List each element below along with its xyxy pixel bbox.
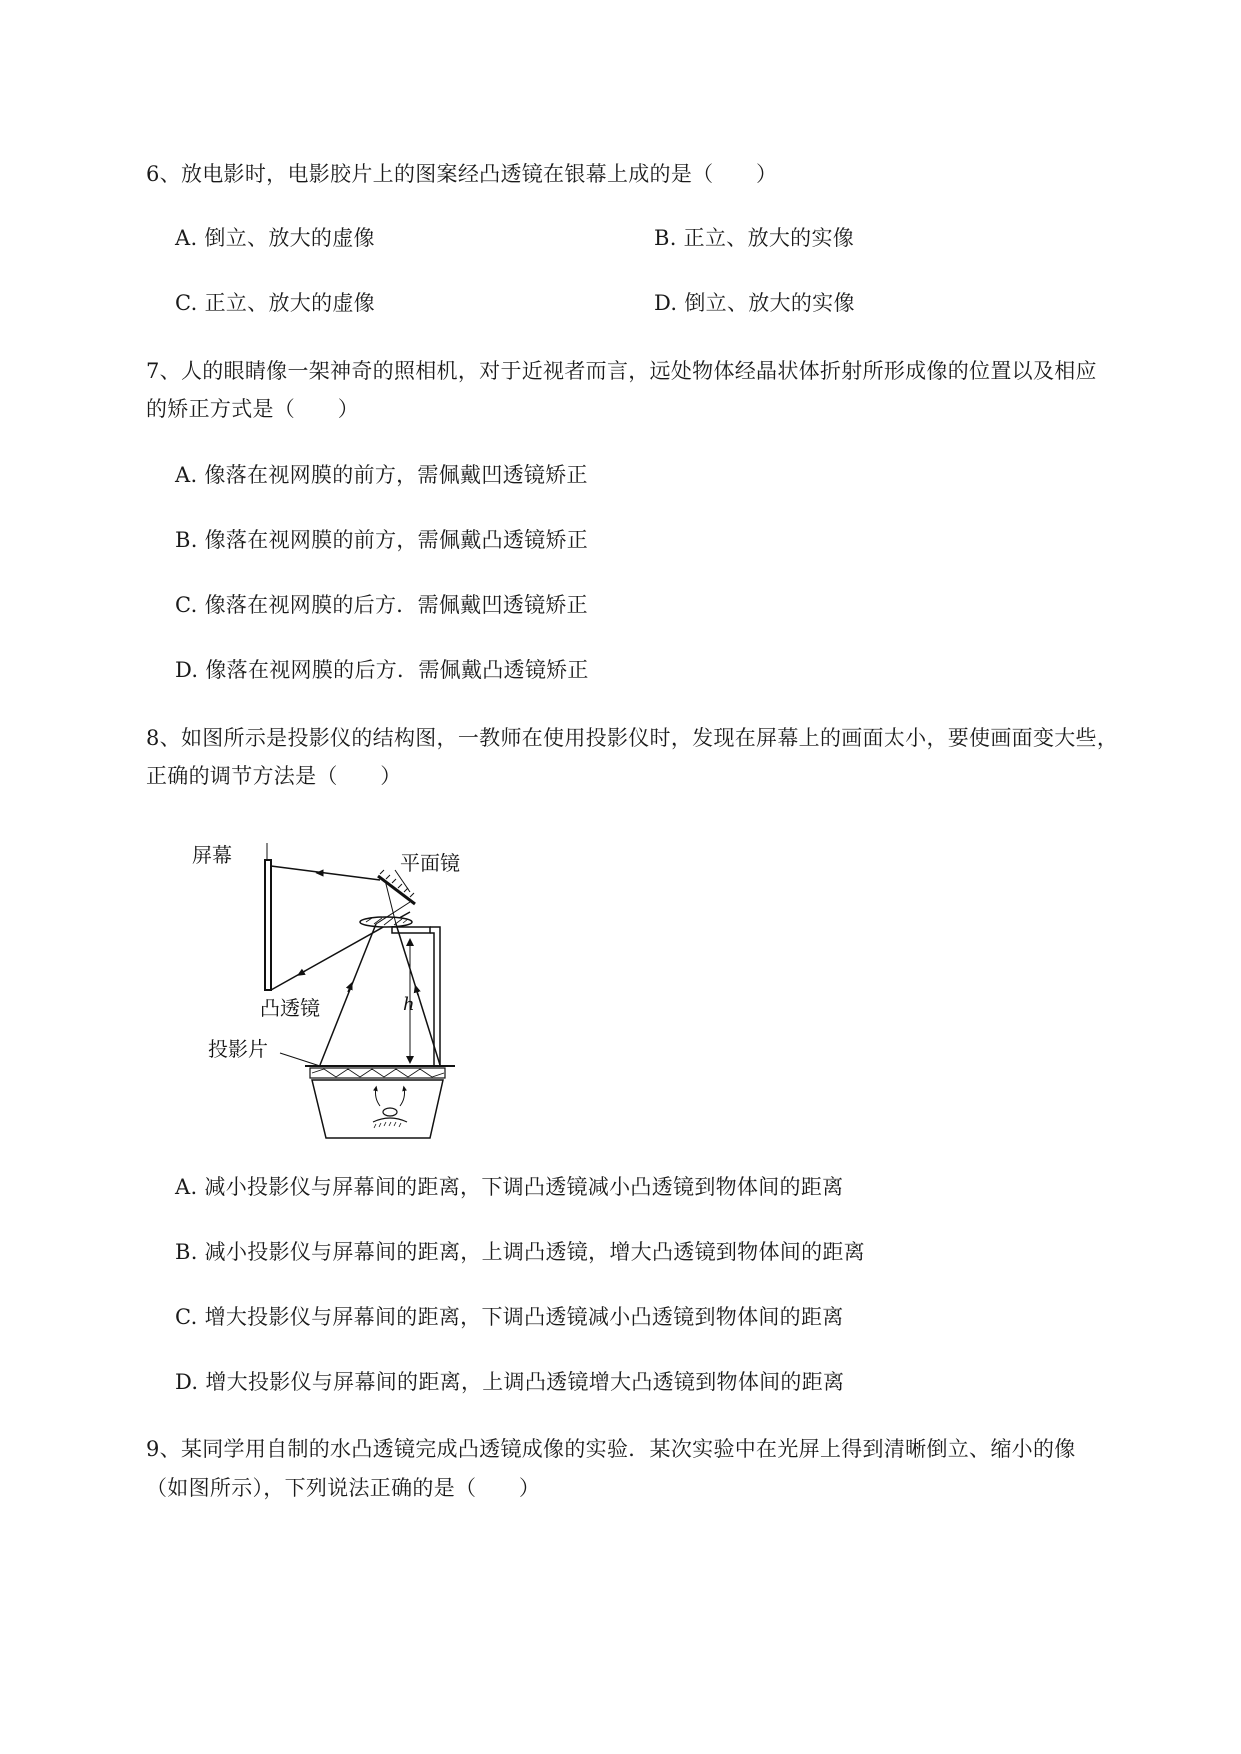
- label-lens: 凸透镜: [260, 996, 320, 1020]
- lamp-reflector: [373, 1118, 407, 1122]
- screen-shape: [265, 860, 271, 990]
- projector-diagram: [180, 840, 520, 1140]
- question-7-stem-line2: 的矫正方式是（ ）: [146, 397, 359, 421]
- fresnel-pattern: [312, 1069, 444, 1077]
- lamp-bulb: [383, 1108, 397, 1116]
- ray-upper: [271, 866, 380, 880]
- question-8-option-c: C. 增大投影仪与屏幕间的距离，下调凸透镜减小凸透镜到物体间的距离: [175, 1305, 844, 1329]
- question-9-stem-line1: 9、某同学用自制的水凸透镜完成凸透镜成像的实验．某次实验中在光屏上得到清晰倒立、缩小的像: [146, 1437, 1076, 1461]
- question-7-stem-line1: 7、人的眼睛像一架神奇的照相机，对于近视者而言，远处物体经晶状体折射所形成像的位置以及相应: [146, 359, 1097, 383]
- support-post-inner: [430, 933, 434, 1065]
- ray-left-vertical: [320, 924, 376, 1065]
- question-6-stem: 6、放电影时，电影胶片上的图案经凸透镜在银幕上成的是（ ）: [146, 162, 778, 186]
- support-post: [430, 927, 440, 1065]
- question-8-option-d: D. 增大投影仪与屏幕间的距离，上调凸透镜增大凸透镜到物体间的距离: [175, 1370, 845, 1394]
- question-7-option-a: A. 像落在视网膜的前方，需佩戴凹透镜矫正: [175, 463, 588, 487]
- question-9-stem-line2: （如图所示），下列说法正确的是（ ）: [146, 1476, 541, 1500]
- label-slide: 投影片: [208, 1037, 268, 1061]
- label-h: h: [403, 994, 415, 1015]
- question-6-option-d: D. 倒立、放大的实像: [654, 291, 855, 315]
- plane-mirror: [378, 876, 415, 904]
- question-6-option-b: B. 正立、放大的实像: [654, 226, 855, 250]
- label-mirror: 平面镜: [400, 851, 460, 875]
- question-7-option-c: C. 像落在视网膜的后方．需佩戴凹透镜矫正: [175, 593, 588, 617]
- question-6-option-a: A. 倒立、放大的虚像: [175, 226, 375, 250]
- question-6-option-c: C. 正立、放大的虚像: [175, 291, 375, 315]
- question-8-stem-line2: 正确的调节方法是（ ）: [146, 764, 402, 788]
- ray-right-arrow: [416, 988, 418, 995]
- question-8-stem-line1: 8、如图所示是投影仪的结构图，一教师在使用投影仪时，发现在屏幕上的画面太小，要使画面变大些，: [146, 726, 1119, 750]
- label-screen: 屏幕: [192, 843, 232, 867]
- question-7-option-d: D. 像落在视网膜的后方．需佩戴凸透镜矫正: [175, 658, 589, 682]
- reflector-hatching: [374, 1122, 401, 1128]
- light-arrow-left: [376, 1088, 381, 1106]
- slide-pointer-line: [280, 1053, 320, 1066]
- question-7-option-b: B. 像落在视网膜的前方，需佩戴凸透镜矫正: [175, 528, 589, 552]
- projector-base: [312, 1080, 443, 1138]
- question-8-option-b: B. 减小投影仪与屏幕间的距离，上调凸透镜，增大凸透镜到物体间的距离: [175, 1240, 865, 1264]
- question-8-option-a: A. 减小投影仪与屏幕间的距离，下调凸透镜减小凸透镜到物体间的距离: [175, 1175, 844, 1199]
- light-arrow-right: [400, 1088, 405, 1106]
